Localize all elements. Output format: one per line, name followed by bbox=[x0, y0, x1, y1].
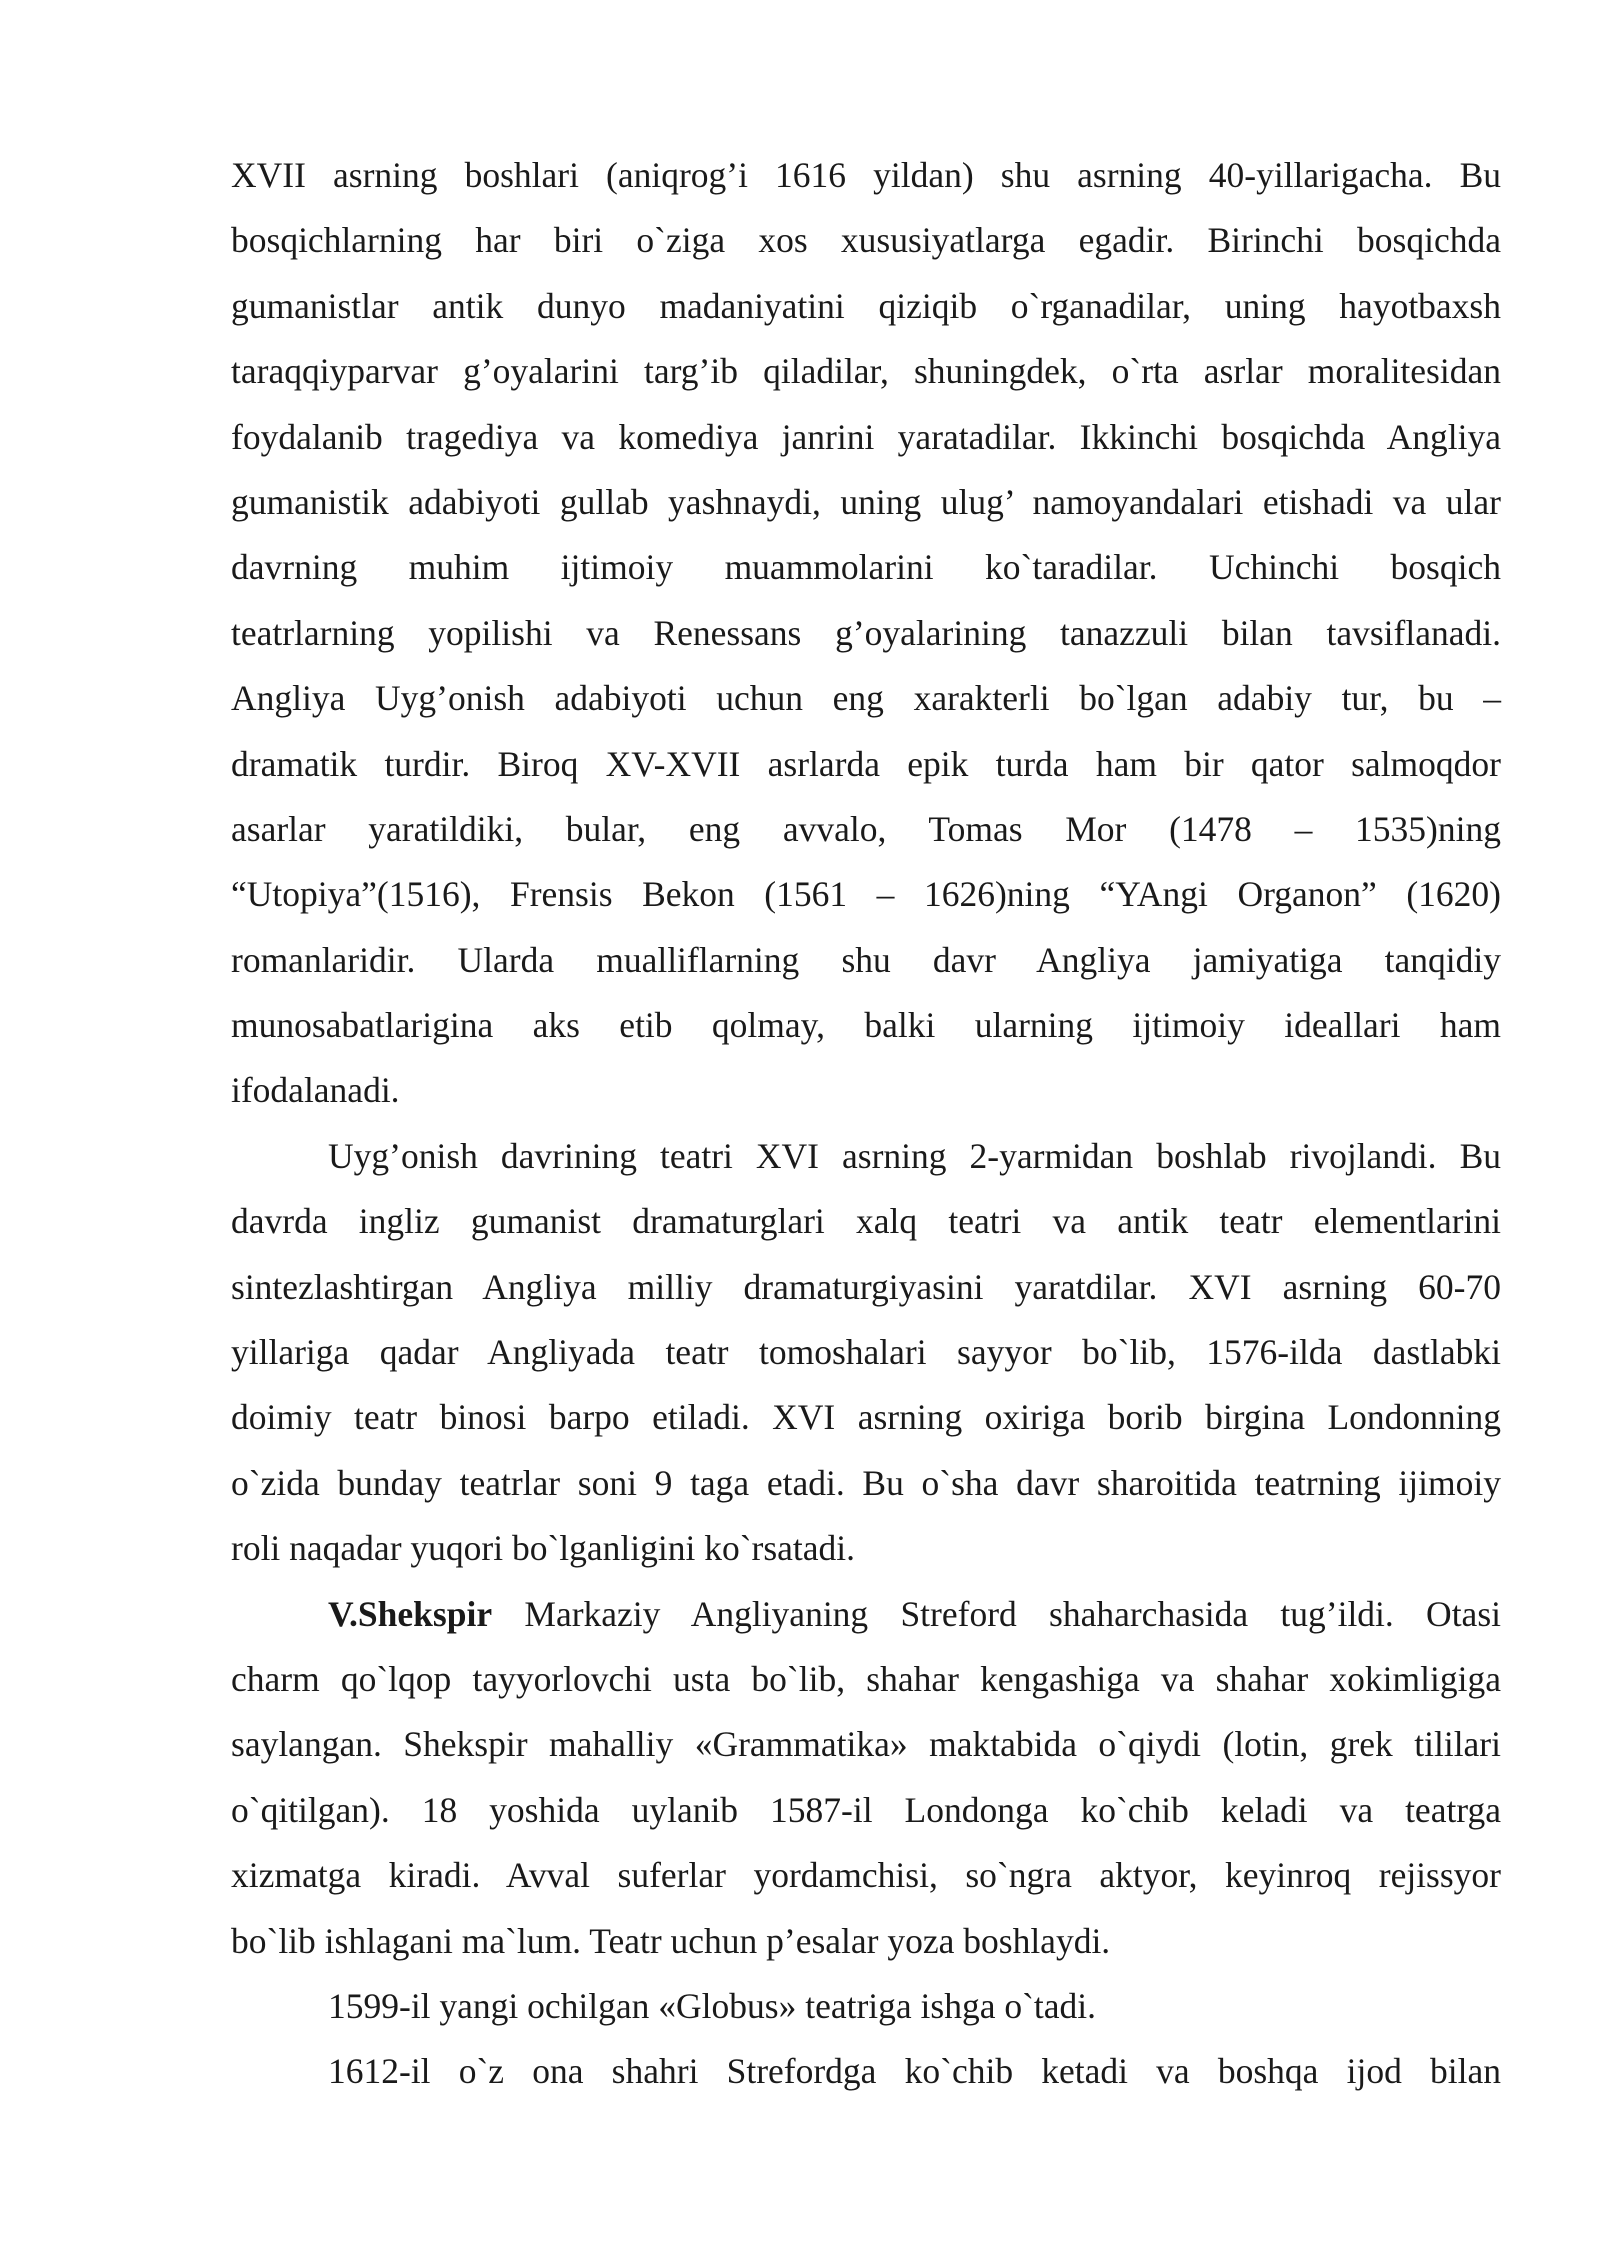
text-line: Uyg’onish davrining teatri XVI asrning 2-yarmidan boshlab rivojlandi. Bu bbox=[328, 1135, 1501, 1176]
text-line: ifodalanadi. bbox=[231, 1070, 400, 1111]
text-line: dramatik turdir. Biroq XV-XVII asrlarda epik turda ham bir qator salmoqdor bbox=[231, 743, 1501, 784]
paragraph-2 bbox=[231, 1124, 1501, 1582]
paragraph-1 bbox=[231, 143, 1501, 1124]
text-line: o`qitilgan). 18 yoshida uylanib 1587-il Londonga ko`chib keladi va teatrga bbox=[231, 1789, 1501, 1830]
text-line: munosabatlarigina aks etib qolmay, balki ularning ijtimoiy ideallari ham bbox=[231, 1005, 1501, 1046]
text-run: Markaziy Angliyaning Streford shaharchasida tug’ildi. Otasi bbox=[492, 1593, 1501, 1634]
document-page bbox=[231, 143, 1501, 2105]
bold-author-name: V.Shekspir bbox=[328, 1593, 493, 1634]
text-line: 1612-il o`z ona shahri Strefordga ko`chib ketadi va boshqa ijod bilan bbox=[328, 2051, 1501, 2092]
text-line: roli naqadar yuqori bo`lganligini ko`rsatadi. bbox=[231, 1528, 856, 1569]
text-line: foydalanib tragediya va komediya janrini yaratadilar. Ikkinchi bosqichda Angliya bbox=[231, 416, 1501, 457]
text-line: “Utopiya”(1516), Frensis Bekon (1561 – 1626)ning “YAngi Organon” (1620) bbox=[231, 874, 1501, 915]
text-line: Angliya Uyg’onish adabiyoti uchun eng xarakterli bo`lgan adabiy tur, bu – bbox=[231, 678, 1501, 719]
text-line: gumanistlar antik dunyo madaniyatini qiziqib o`rganadilar, uning hayotbaxsh bbox=[231, 285, 1501, 326]
text-line bbox=[231, 1582, 1501, 1647]
text-line: doimiy teatr binosi barpo etiladi. XVI asrning oxiriga borib birgina Londonning bbox=[231, 1397, 1501, 1438]
text-line: davrning muhim ijtimoiy muammolarini ko`taradilar. Uchinchi bosqich bbox=[231, 547, 1501, 588]
text-line: sintezlashtirgan Angliya milliy dramaturgiyasini yaratdilar. XVI asrning 60-70 bbox=[231, 1266, 1501, 1307]
text-line: davrda ingliz gumanist dramaturglari xalq teatri va antik teatr elementlarini bbox=[231, 1201, 1501, 1242]
text-line: asarlar yaratildiki, bular, eng avvalo, Tomas Mor (1478 – 1535)ning bbox=[231, 808, 1501, 849]
text-line: romanlaridir. Ularda mualliflarning shu davr Angliya jamiyatiga tanqidiy bbox=[231, 939, 1501, 980]
paragraph-4 bbox=[231, 1974, 1501, 2039]
text-line: bo`lib ishlagani ma`lum. Teatr uchun p’esalar yoza boshlaydi. bbox=[231, 1920, 1111, 1961]
text-line: xizmatga kiradi. Avval suferlar yordamchisi, so`ngra aktyor, keyinroq rejissyor bbox=[231, 1855, 1501, 1896]
text-line: o`zida bunday teatrlar soni 9 taga etadi. Bu o`sha davr sharoitida teatrning ijimoiy bbox=[231, 1462, 1501, 1503]
text-line: XVII asrning boshlari (aniqrog’i 1616 yildan) shu asrning 40-yillarigacha. Bu bbox=[231, 155, 1501, 195]
text-line: teatrlarning yopilishi va Renessans g’oyalarining tanazzuli bilan tavsiflanadi. bbox=[231, 612, 1501, 653]
text-line: saylangan. Shekspir mahalliy «Grammatika» maktabida o`qiydi (lotin, grek tililari bbox=[231, 1724, 1501, 1765]
paragraph-5 bbox=[231, 2039, 1501, 2104]
text-line: 1599-il yangi ochilgan «Globus» teatriga ishga o`tadi. bbox=[328, 1985, 1097, 2026]
text-line: taraqqiyparvar g’oyalarini targ’ib qiladilar, shuningdek, o`rta asrlar moralitesidan bbox=[231, 351, 1501, 392]
text-line: yillariga qadar Angliyada teatr tomoshalari sayyor bo`lib, 1576-ilda dastlabki bbox=[231, 1332, 1501, 1373]
text-line: charm qo`lqop tayyorlovchi usta bo`lib, shahar kengashiga va shahar xokimligiga bbox=[231, 1658, 1501, 1699]
text-line: bosqichlarning har biri o`ziga xos xususiyatlarga egadir. Birinchi bosqichda bbox=[231, 220, 1501, 261]
paragraph-3 bbox=[231, 1582, 1501, 1974]
text-line: gumanistik adabiyoti gullab yashnaydi, uning ulug’ namoyandalari etishadi va ular bbox=[231, 481, 1501, 522]
